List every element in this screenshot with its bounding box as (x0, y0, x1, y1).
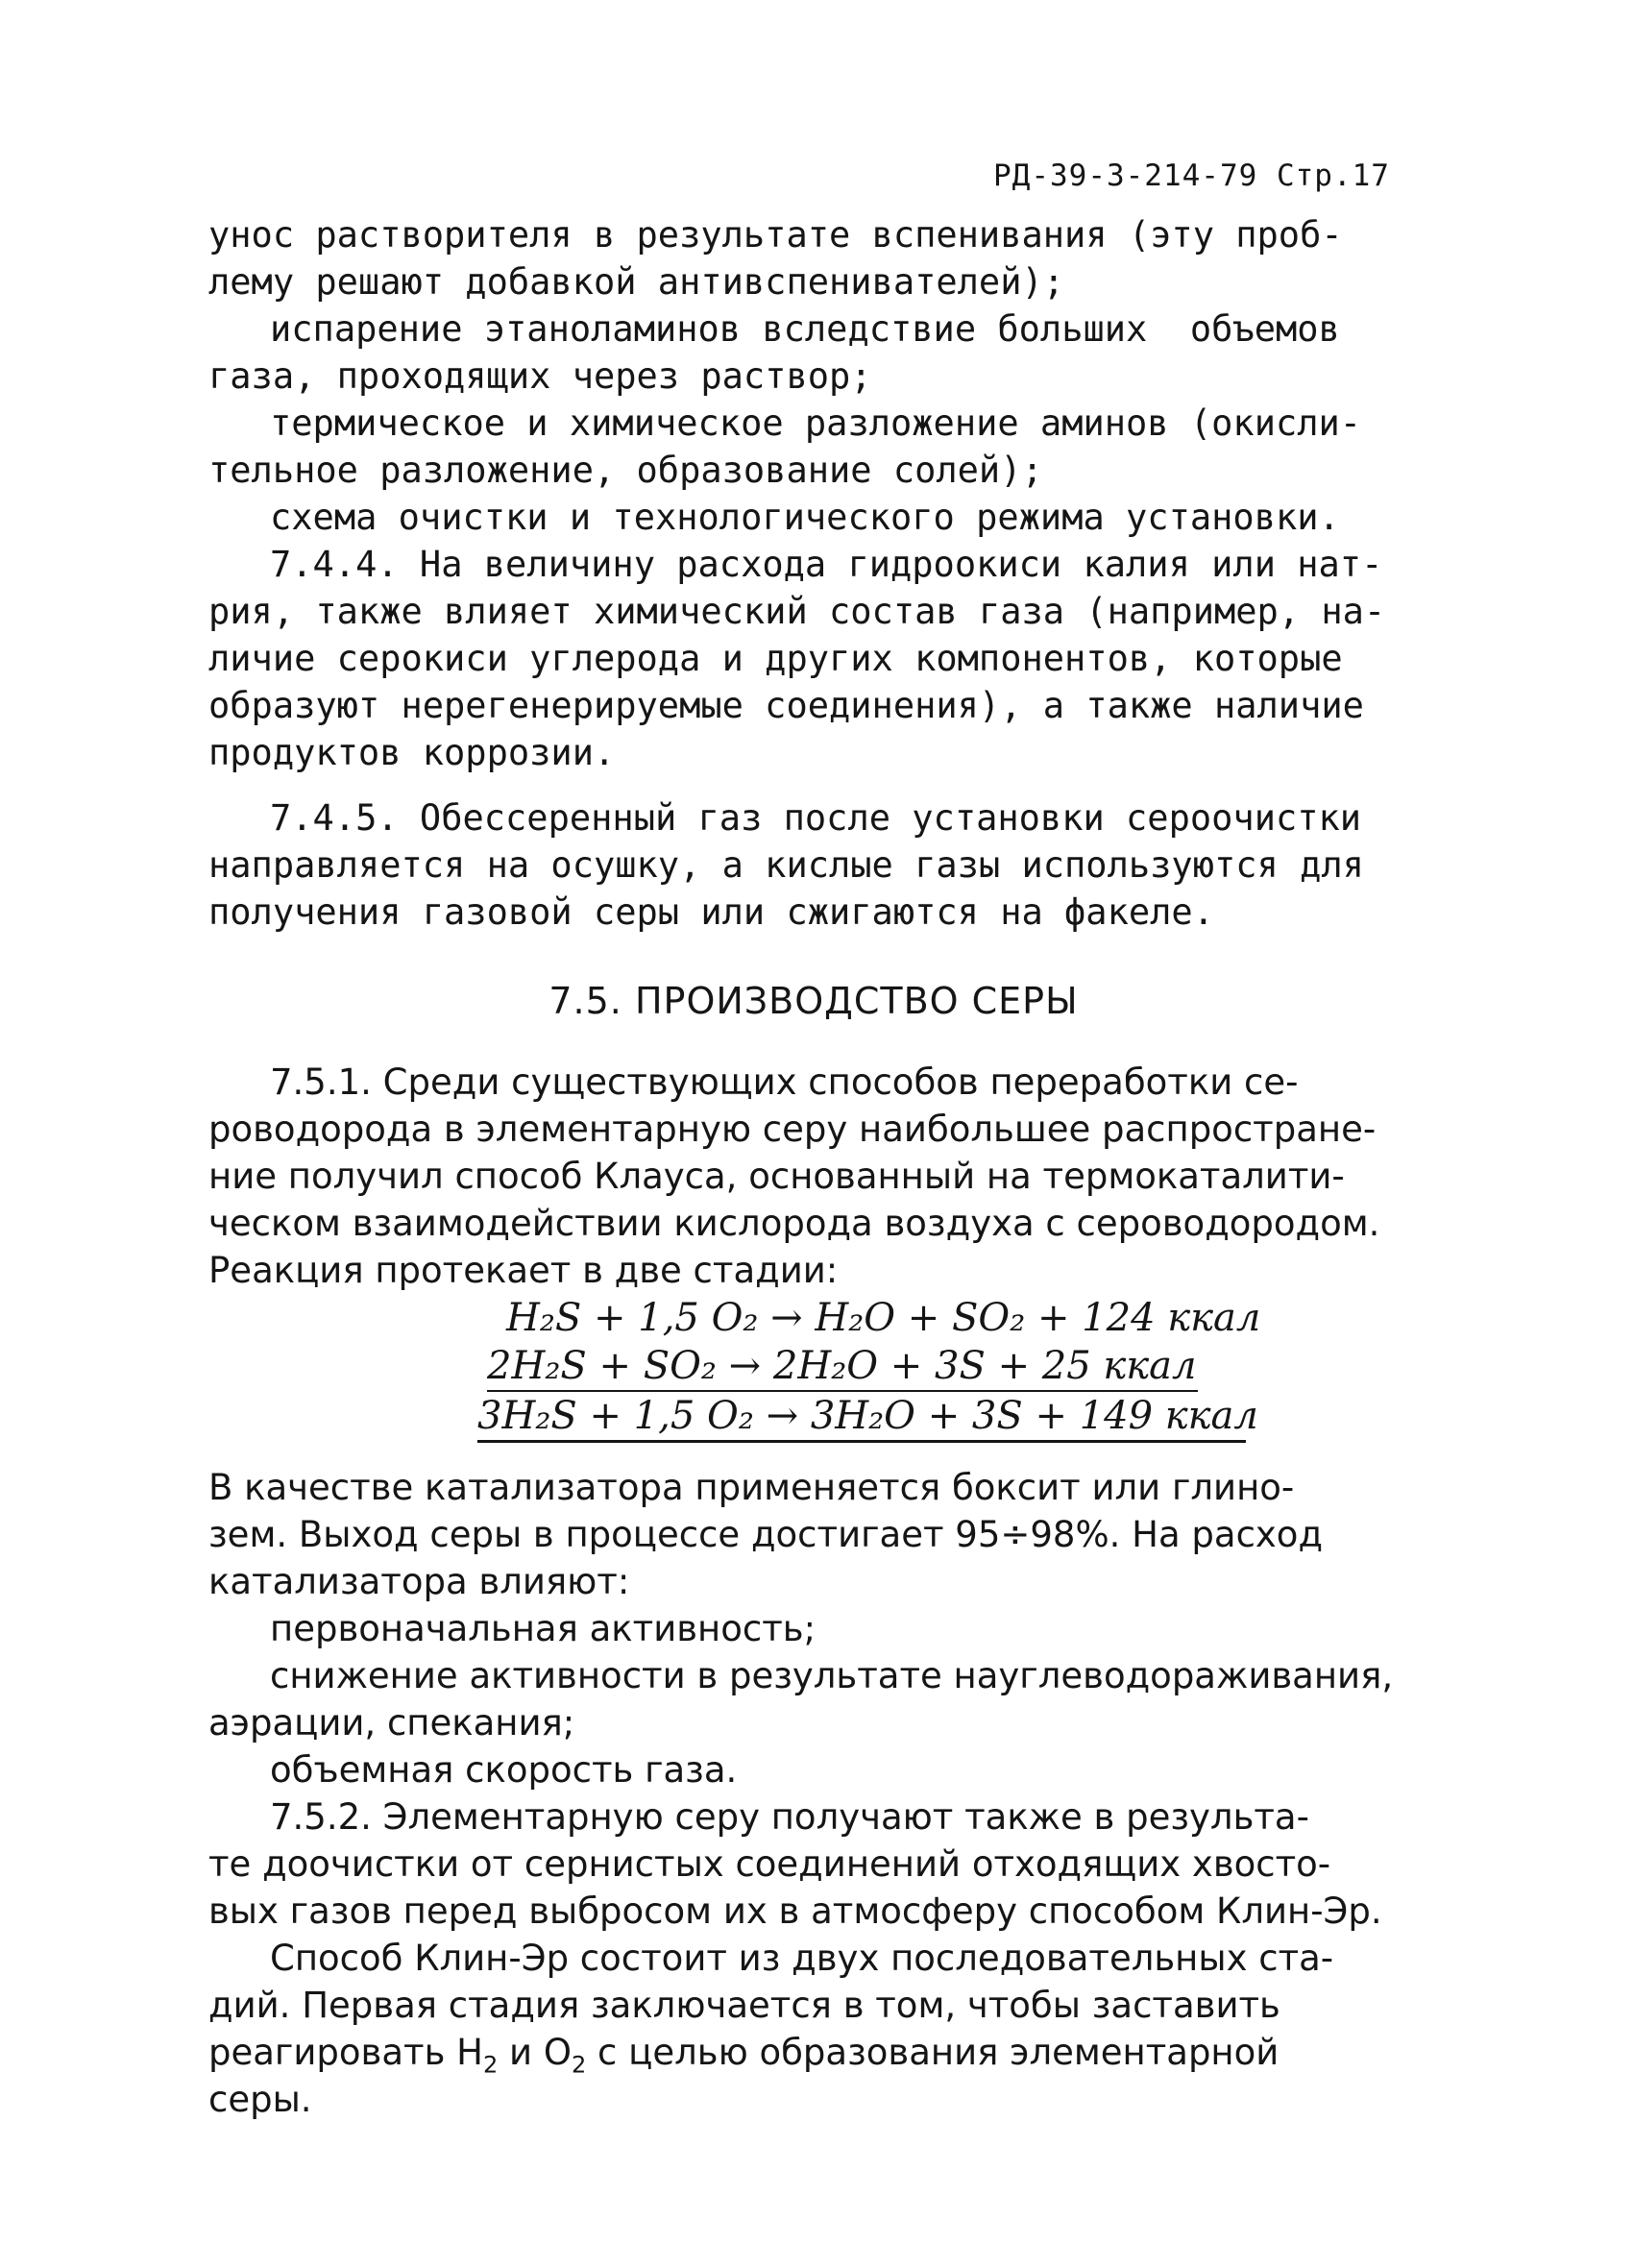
text-line: зем. Выход серы в процессе достигает 95÷98%. На расход (208, 1514, 1324, 1555)
text-line: В качестве катализатора применяется боксит или глино- (208, 1467, 1295, 1508)
text-line: 7.5.1. Среди существующих способов переработки се- (270, 1061, 1299, 1103)
text-line: ческом взаимодействии кислорода воздуха с сероводородом. (208, 1203, 1380, 1244)
text-line: направляется на осушку, а кислые газы используются для (208, 844, 1364, 886)
claus-process-block (208, 1059, 1457, 1294)
text-line: снижение активности в результате науглеводораживания, (270, 1655, 1394, 1696)
catalyst-block (208, 1464, 1457, 2123)
text-line: аэрации, спекания; (208, 1702, 575, 1744)
text-line: продуктов коррозии. (208, 732, 616, 773)
document-body (208, 211, 1457, 2123)
text-line: получения газовой серы или сжигаются на факеле. (208, 891, 1214, 933)
text-line: ние получил способ Клауса, основанный на термокаталити- (208, 1156, 1345, 1197)
text-line: объемная скорость газа. (270, 1749, 738, 1791)
equation-total: 3H₂S + 1,5 O₂ → 3H₂O + 3S + 149 ккал (477, 1392, 1246, 1443)
text-line: газа, проходящих через раствор; (208, 355, 872, 397)
document-code: РД-39-3-214-79 (993, 159, 1258, 193)
text-line: серы. (208, 2079, 312, 2120)
equation-stage-2: 2H₂S + SO₂ → 2H₂O + 3S + 25 ккал (487, 1342, 1198, 1392)
text-line: реагировать $H_2$ и $O_2$ с целью образования элементарной (208, 2032, 1280, 2079)
text-line: первоначальная активность; (270, 1608, 816, 1649)
text-line: тельное разложение, образование солей); (208, 450, 1043, 491)
text-line: катализатора влияют: (208, 1561, 630, 1602)
text-line: Способ Клин-Эр состоит из двух последовательных ста- (270, 1938, 1334, 1979)
text-line: 7.4.5. Обессеренный газ после установки сероочистки (270, 797, 1362, 839)
page-number: Стр.17 (1276, 159, 1390, 193)
text-line: 7.5.2. Элементарную серу получают также в результа- (270, 1796, 1309, 1838)
text-line: Реакция протекает в две стадии: (208, 1250, 839, 1291)
text-line: те доочистки от сернистых соединений отходящих хвосто- (208, 1843, 1331, 1885)
text-line: 7.4.4. На величину расхода гидроокиси калия или нат- (270, 544, 1383, 585)
text-line: термическое и химическое разложение аминов (окисли- (270, 402, 1362, 444)
section-heading: 7.5. ПРОИЗВОДСТВО СЕРЫ (548, 980, 1079, 1022)
text-line: вых газов перед выбросом их в атмосферу способом Клин-Эр. (208, 1890, 1382, 1932)
text-line: роводорода в элементарную серу наибольшее распростране- (208, 1109, 1377, 1150)
top-text-block (208, 211, 1457, 936)
page-header (993, 159, 1390, 193)
text-line: унос растворителя в результате вспенивания (эту проб- (208, 214, 1343, 256)
equation-stage-1: H₂S + 1,5 O₂ → H₂O + SO₂ + 124 ккал (506, 1296, 1261, 1340)
text-line: образуют нерегенерируемые соединения), а также наличие (208, 685, 1364, 726)
text-line: испарение этаноламинов вследствие больших объемов (270, 308, 1340, 350)
text-line: схема очистки и технологического режима установки. (270, 497, 1340, 538)
text-line: рия, также влияет химический состав газа (например, на- (208, 591, 1386, 632)
text-line: личие серокиси углерода и других компонентов, которые (208, 638, 1343, 679)
reaction-equations (477, 1294, 1261, 1443)
text-line: лему решают добавкой антивспенивателей); (208, 261, 1065, 303)
text-line: дий. Первая стадия заключается в том, чтобы заставить (208, 1985, 1280, 2026)
